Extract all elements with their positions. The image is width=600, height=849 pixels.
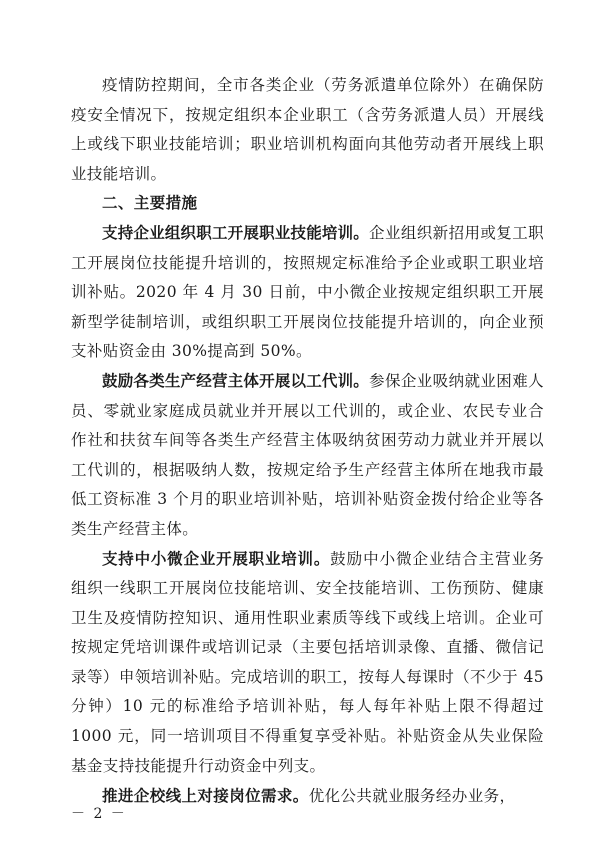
- document-body: [71, 71, 544, 812]
- page-number: － 2 －: [71, 806, 127, 822]
- paragraph-measure-1: [71, 219, 544, 367]
- measure-1-lead: 支持企业组织职工开展职业技能培训。: [102, 223, 370, 242]
- section-heading: 二、主要措施: [102, 194, 198, 213]
- measure-2-body: 参保企业吸纳就业困难人员、零就业家庭成员就业并开展以工代训的，或企业、农民专业合作社和扶贫车间等各类生产经营主体吸纳贫困劳动力就业并开展以工代训的，根据吸纳人数，按规定给予生产经营主体所在地我市最低工资标准 3 个月的职业培训补贴，培训补贴资金拨付给企业等各类生产经营主体。: [71, 371, 545, 538]
- measure-1-body: 企业组织新招用或复工职工开展岗位技能提升培训的，按照规定标准给予企业或职工职业培训补贴。2020 年 4 月 30 日前，中小微企业按规定组织职工开展新型学徒制培训，或组织职工开展岗位技能提升培训的，向企业预支补贴资金由 30%提高到 50%。: [71, 223, 545, 361]
- measure-3-body: 鼓励中小微企业结合主营业务组织一线职工开展岗位技能培训、安全技能培训、工伤预防、健康卫生及疫情防控知识、通用性职业素质等线下或线上培训。企业可按规定凭培训课件或培训记录（主要包括培训录像、直播、微信记录等）申领培训补贴。完成培训的职工，按每人每课时（不少于 45 分钟）10 元的标准给予培训补贴，每人每年补贴上限不得超过 1000 元，同一培训项目不得重复享受补贴。补贴资金从失业保险基金支持技能提升行动资金中列支。: [71, 549, 544, 775]
- measure-4-body: 优化公共就业服务经办业务，: [308, 787, 516, 806]
- paragraph-measure-3: [71, 545, 544, 782]
- paragraph-measure-2: [71, 367, 544, 545]
- paragraph-measure-4: [71, 781, 544, 812]
- measure-2-lead: 鼓励各类生产经营主体开展以工代训。: [102, 371, 370, 390]
- measure-3-lead: 支持中小微企业开展职业培训。: [102, 549, 331, 568]
- paragraph-intro: 疫情防控期间，全市各类企业（劳务派遣单位除外）在确保防疫安全情况下，按规定组织本企业职工（含劳务派遣人员）开展线上或线下职业技能培训；职业培训机构面向其他劳动者开展线上职业技能培训。: [71, 76, 544, 183]
- measure-4-lead: 推进企校线上对接岗位需求。: [102, 786, 309, 806]
